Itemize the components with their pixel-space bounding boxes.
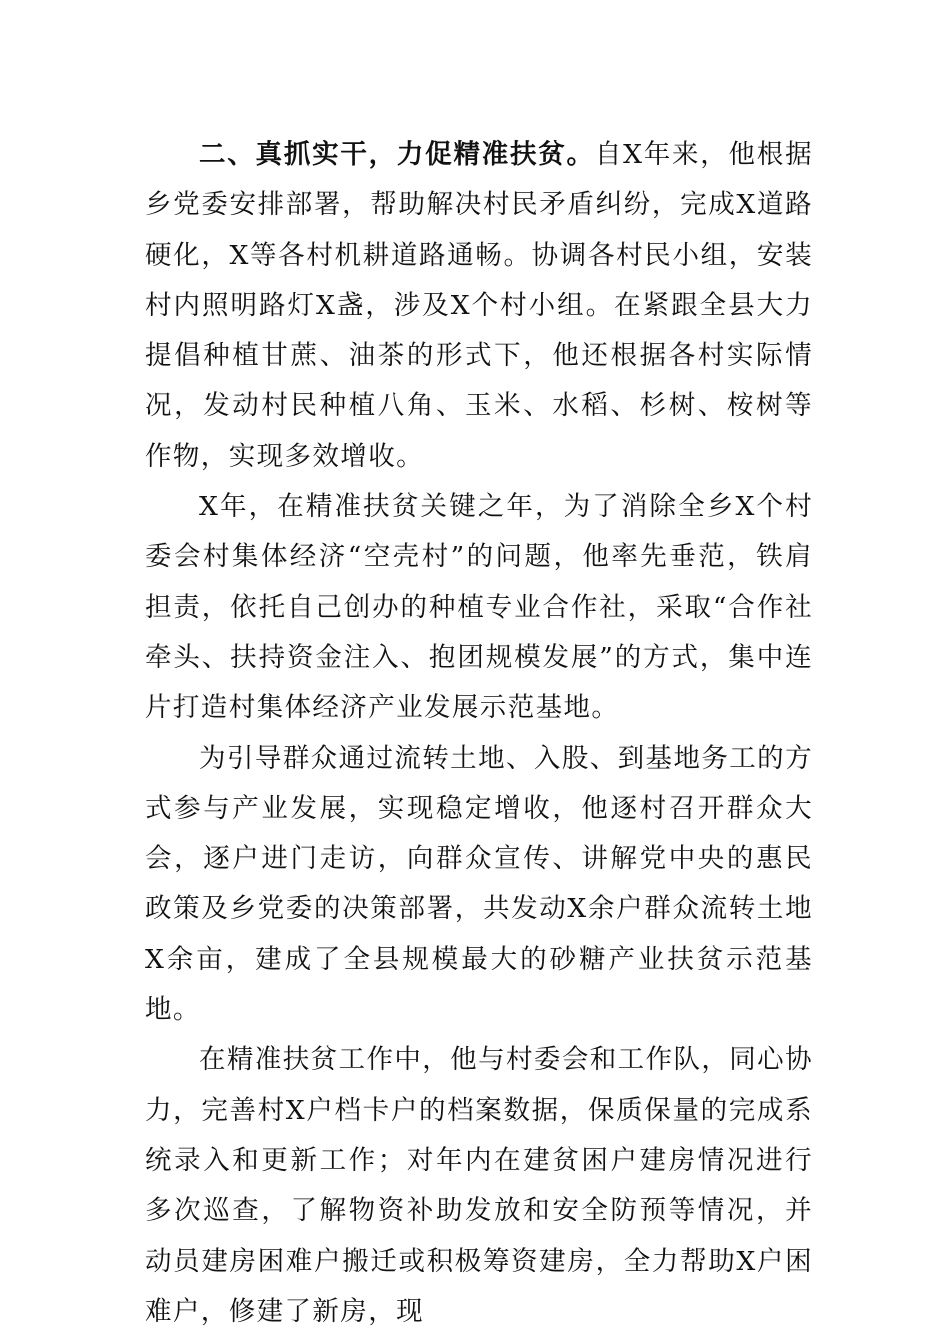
paragraph-text: 为引导群众通过流转土地、入股、到基地务工的方式参与产业发展，实现稳定增收，他逐村召开群众大会，逐户进门走访，向群众宣传、讲解党中央的惠民政策及乡党委的决策部署，共发动X余户群众流转土地X余亩，建成了全县规模最大的砂糖产业扶贫示范基地。 [145, 742, 813, 1026]
paragraph-land-transfer [145, 734, 813, 1036]
paragraph-archive-housing [145, 1035, 813, 1337]
paragraph-collective-economy [145, 482, 813, 733]
paragraph-text: X年，在精准扶贫关键之年，为了消除全乡X个村委会村集体经济“空壳村”的问题，他率先垂范，铁肩担责，依托自己创办的种植专业合作社，采取“合作社牵头、扶持资金注入、抱团规模发展”的方式，集中连片打造村集体经济产业发展示范基地。 [145, 491, 813, 724]
paragraph-precision-poverty [145, 130, 813, 482]
paragraph-text: 自X年来，他根据乡党委安排部署，帮助解决村民矛盾纠纷，完成X道路硬化，X等各村机耕道路通畅。协调各村民小组，安装村内照明路灯X盏，涉及X个村小组。在紧跟全县大力提倡种植甘蔗、油茶的形式下，他还根据各村实际情况，发动村民种植八角、玉米、水稻、杉树、桉树等作物，实现多效增收。 [145, 139, 813, 472]
paragraph-text: 在精准扶贫工作中，他与村委会和工作队，同心协力，完善村X户档卡户的档案数据，保质保量的完成系统录入和更新工作；对年内在建贫困户建房情况进行多次巡查，了解物资补助发放和安全防预等情况，并动员建房困难户搬迁或积极筹资建房，全力帮助X户困难户，修建了新房，现 [145, 1044, 813, 1327]
section-heading: 二、真抓实干，力促精准扶贫。 [199, 139, 595, 170]
document-body [145, 130, 813, 1337]
